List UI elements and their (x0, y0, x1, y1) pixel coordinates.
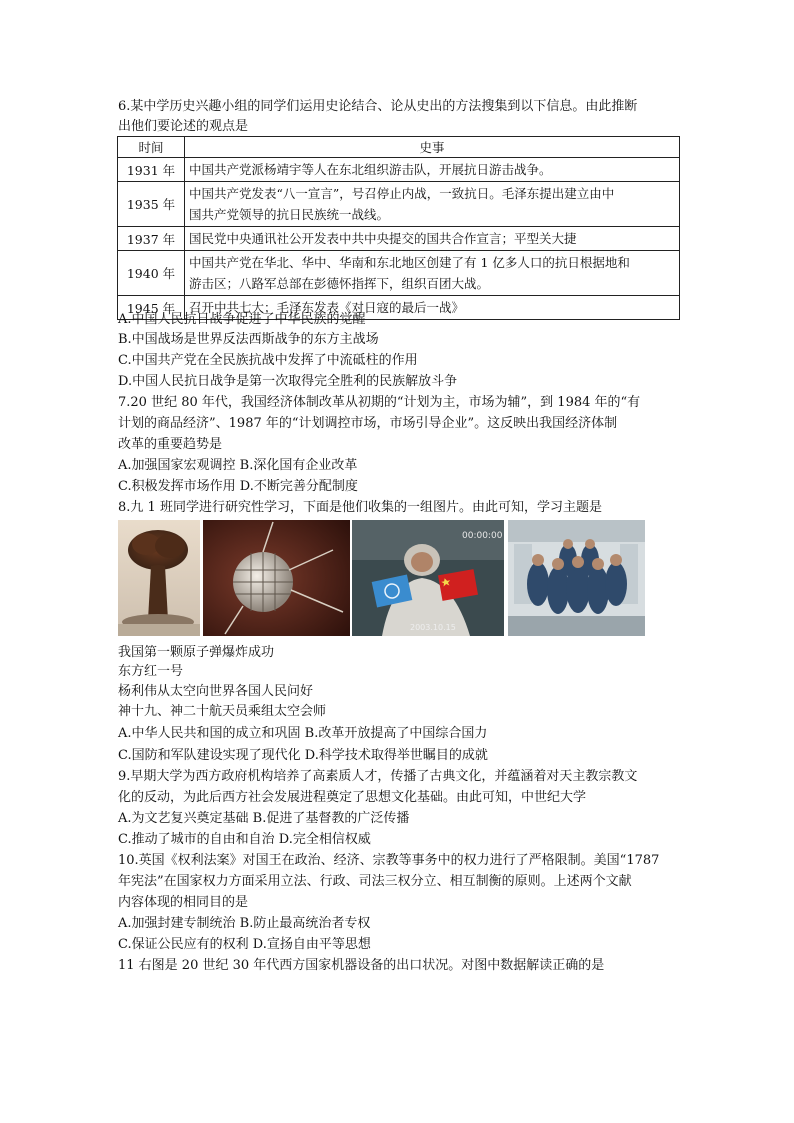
table-cell-events (185, 182, 680, 227)
table-header-row (118, 137, 680, 158)
table-header-time: 时间 (118, 137, 185, 158)
q10-stem-line1: 10.英国《权利法案》对国王在政治、经济、宗教等事务中的权力进行了严格限制。美国“1787 (118, 853, 660, 868)
atomic-bomb-photo (118, 520, 200, 636)
table-cell-events (185, 251, 680, 296)
table-row (118, 182, 680, 227)
q6-stem-line1: 6.某中学历史兴趣小组的同学们运用史论结合、论从史出的方法搜集到以下信息。由此推断 (118, 99, 638, 114)
photo-date-stamp: 2003.10.15 (410, 623, 456, 632)
table-cell-events (185, 158, 680, 182)
q7-options-cd[interactable]: C.积极发挥市场作用 D.不断完善分配制度 (118, 479, 358, 494)
space-station-crew-photo (508, 520, 645, 636)
table-row (118, 251, 680, 296)
table-cell-year: 1940 年 (118, 251, 185, 296)
q8-options-cd[interactable]: C.国防和军队建设实现了现代化 D.科学技术取得举世瞩目的成就 (118, 748, 488, 763)
table-row (118, 158, 680, 182)
svg-text:00:00:00: 00:00:00 (462, 531, 503, 541)
table-cell-year: 1937 年 (118, 227, 185, 251)
q6-option-d[interactable]: D.中国人民抗日战争是第一次取得完全胜利的民族解放斗争 (118, 374, 458, 389)
q7-stem-line2: 计划的商品经济”、1987 年的“计划调控市场，市场引导企业”。这反映出我国经济体制 (118, 416, 618, 431)
table-cell-year: 1931 年 (118, 158, 185, 182)
history-events-table (117, 136, 680, 320)
q10-options-ab[interactable]: A.加强封建专制统治 B.防止最高统治者专权 (118, 916, 371, 931)
event-line: 中国共产党派杨靖宇等人在东北组织游击队，开展抗日游击战争。 (189, 162, 552, 177)
q9-options-cd[interactable]: C.推动了城市的自由和自治 D.完全相信权威 (118, 832, 371, 847)
q8-caption-2: 东方红一号 (118, 664, 184, 679)
satellite-photo (203, 520, 350, 636)
event-line: 中国共产党在华北、华中、华南和东北地区创建了有 1 亿多人口的抗日根据地和 (189, 255, 630, 270)
event-line: 国民党中央通讯社公开发表中共中央提交的国共合作宣言；平型关大捷 (189, 231, 577, 246)
table-header-events: 史事 (185, 137, 680, 158)
q11-stem: 11 右图是 20 世纪 30 年代西方国家机器设备的出口状况。对图中数据解读正确的是 (118, 958, 605, 973)
q7-stem-line1: 7.20 世纪 80 年代，我国经济体制改革从初期的“计划为主，市场为辅”，到 1984 年的“有 (118, 395, 641, 410)
q8-caption-1: 我国第一颗原子弹爆炸成功 (118, 645, 275, 660)
q10-options-cd[interactable]: C.保证公民应有的权利 D.宣扬自由平等思想 (118, 937, 371, 952)
q8-options-ab[interactable]: A.中华人民共和国的成立和巩固 B.改革开放提高了中国综合国力 (118, 726, 488, 741)
q6-option-a[interactable]: A.中国人民抗日战争促进了中华民族的觉醒 (118, 312, 366, 327)
q7-stem-line3: 改革的重要趋势是 (118, 437, 223, 452)
q10-stem-line3: 内容体现的相同目的是 (118, 895, 249, 910)
table-cell-year: 1935 年 (118, 182, 185, 227)
table-row (118, 227, 680, 251)
q7-options-ab[interactable]: A.加强国家宏观调控 B.深化国有企业改革 (118, 458, 358, 473)
q10-stem-line2: 年宪法”在国家权力方面采用立法、行政、司法三权分立、相互制衡的原则。上述两个文献 (118, 874, 632, 889)
q9-stem-line2: 化的反动，为此后西方社会发展进程奠定了思想文化基础。由此可知，中世纪大学 (118, 790, 587, 805)
event-line: 国共产党领导的抗日民族统一战线。 (189, 207, 390, 222)
event-line: 游击区；八路军总部在彭德怀指挥下，组织百团大战。 (189, 276, 490, 291)
q6-stem-line2: 出他们要论述的观点是 (118, 119, 249, 134)
table-cell-events (185, 227, 680, 251)
astronaut-flags-photo (352, 520, 504, 636)
q9-stem-line1: 9.早期大学为西方政府机构培养了高素质人才，传播了古典文化，并蕴涵着对天主教宗教文 (118, 769, 638, 784)
event-line: 召开中共七大；毛泽东发表《对日寇的最后一战》 (189, 300, 465, 315)
table-cell-year: 1945 年 (118, 296, 185, 320)
q8-caption-3: 杨利伟从太空向世界各国人民问好 (118, 684, 314, 699)
q9-options-ab[interactable]: A.为文艺复兴奠定基础 B.促进了基督教的广泛传播 (118, 811, 410, 826)
q8-stem: 8.九 1 班同学进行研究性学习，下面是他们收集的一组图片。由此可知，学习主题是 (118, 500, 602, 515)
event-line: 中国共产党发表“八一宣言”，号召停止内战，一致抗日。毛泽东提出建立由中 (189, 186, 615, 201)
q6-option-b[interactable]: B.中国战场是世界反法西斯战争的东方主战场 (118, 332, 379, 347)
q8-caption-4: 神十九、神二十航天员乘组太空会师 (118, 704, 327, 719)
q6-option-c[interactable]: C.中国共产党在全民族抗战中发挥了中流砥柱的作用 (118, 353, 418, 368)
